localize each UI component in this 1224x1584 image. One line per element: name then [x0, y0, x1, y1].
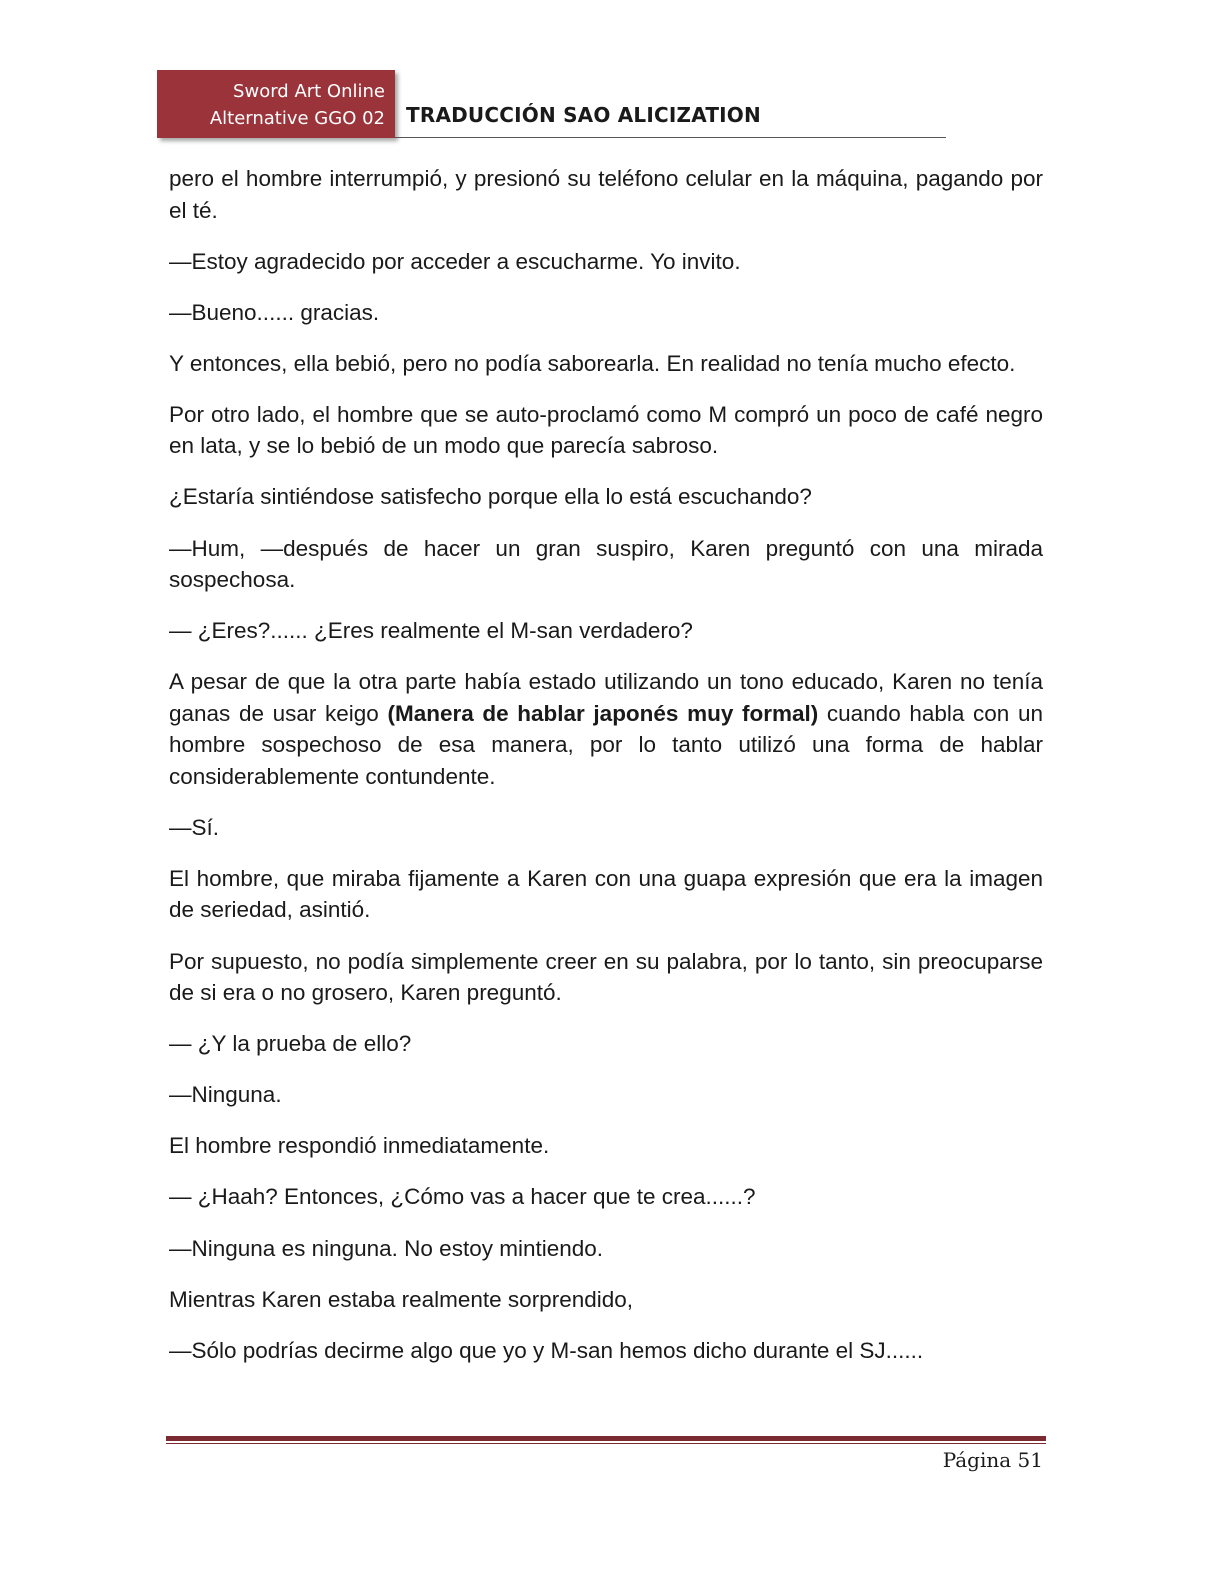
paragraph-with-note — [169, 666, 1043, 792]
header-title: TRADUCCIÓN SAO ALICIZATION — [406, 103, 761, 127]
paragraph: — ¿Eres?...... ¿Eres realmente el M-san verdadero? — [169, 618, 693, 644]
paragraph: pero el hombre interrumpió, y presionó su teléfono celular en la máquina, pagando por el té. — [169, 166, 1043, 223]
paragraph: —Bueno...... gracias. — [169, 299, 380, 325]
paragraph-text-after: cuando habla con un hombre sospechoso de esa manera, por lo tanto utilizó una forma de hablar considerablemente contundente. — [169, 700, 1043, 789]
page-number: Página 51 — [942, 1448, 1043, 1472]
paragraph: —Sí. — [169, 814, 220, 840]
footer-divider — [166, 1436, 1046, 1441]
paragraph: El hombre respondió inmediatamente. — [169, 1133, 550, 1159]
paragraph: — ¿Haah? Entonces, ¿Cómo vas a hacer que te crea......? — [169, 1184, 756, 1210]
translator-note: (Manera de hablar japonés muy formal) — [387, 700, 819, 726]
paragraph: — ¿Y la prueba de ello? — [169, 1031, 412, 1057]
paragraph-text-before: A pesar de que la otra parte había estado utilizando un tono educado, Karen no tenía ganas de usar keigo — [169, 669, 1043, 726]
paragraph: —Hum, —después de hacer un gran suspiro, Karen preguntó con una mirada sospechosa. — [169, 535, 1043, 593]
footer-divider-thin — [166, 1443, 1046, 1444]
page-body — [169, 163, 1043, 1386]
series-title-line1: Sword Art Online — [233, 81, 385, 102]
paragraph: —Ninguna es ninguna. No estoy mintiendo. — [169, 1235, 604, 1261]
paragraph: Por supuesto, no podía simplemente creer en su palabra, por lo tanto, sin preocuparse de si era o no grosero, Karen preguntó. — [169, 948, 1043, 1006]
paragraph: Por otro lado, el hombre que se auto-proclamó como M compró un poco de café negro en lata, y se lo bebió de un modo que parecía sabroso. — [169, 401, 1043, 459]
series-badge — [157, 70, 395, 138]
paragraph: Mientras Karen estaba realmente sorprendido, — [169, 1286, 634, 1312]
header-divider — [395, 137, 946, 138]
series-title-line2: Alternative GGO 02 — [209, 108, 385, 129]
paragraph: El hombre, que miraba fijamente a Karen con una guapa expresión que era la imagen de seriedad, asintió. — [169, 865, 1043, 923]
paragraph: ¿Estaría sintiéndose satisfecho porque ella lo está escuchando? — [169, 484, 812, 510]
paragraph: Y entonces, ella bebió, pero no podía saborearla. En realidad no tenía mucho efecto. — [169, 350, 1016, 376]
paragraph: —Sólo podrías decirme algo que yo y M-san hemos dicho durante el SJ...... — [169, 1337, 924, 1363]
paragraph: —Ninguna. — [169, 1082, 282, 1108]
paragraph: —Estoy agradecido por acceder a escucharme. Yo invito. — [169, 248, 741, 274]
